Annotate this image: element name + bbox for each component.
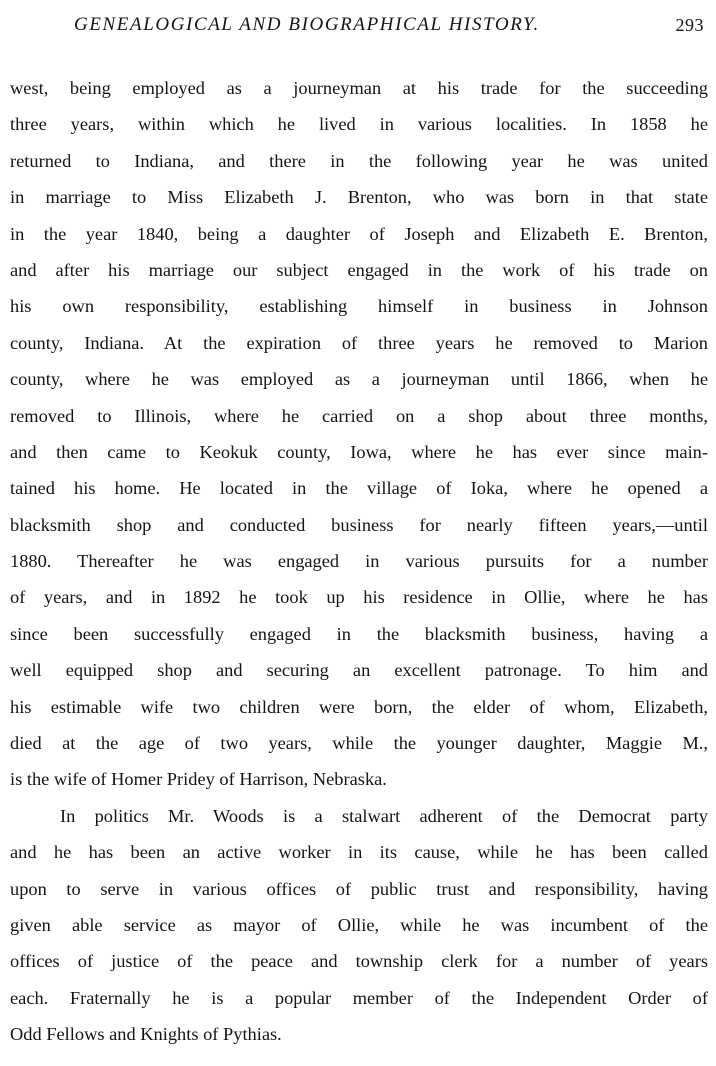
text-line: In politics Mr. Woods is a stalwart adherent of the Democrat party bbox=[60, 805, 708, 826]
text-line: removed to Illinois, where he carried on a shop about three months, bbox=[10, 405, 708, 426]
text-line: county, where he was employed as a journeyman until 1866, when he bbox=[10, 369, 708, 390]
text-line: in the year 1840, being a daughter of Joseph and Elizabeth E. Brenton, bbox=[10, 223, 708, 244]
paragraph-2 bbox=[10, 798, 708, 1053]
text-line: Odd Fellows and Knights of Pythias. bbox=[10, 1024, 282, 1045]
text-line: his own responsibility, establishing himself in business in Johnson bbox=[10, 296, 708, 317]
text-line: well equipped shop and securing an excellent patronage. To him and bbox=[10, 660, 708, 681]
text-line: and after his marriage our subject engaged in the work of his trade on bbox=[10, 259, 708, 280]
text-line: of years, and in 1892 he took up his residence in Ollie, where he has bbox=[10, 587, 708, 608]
paragraph-1 bbox=[10, 70, 708, 798]
text-line: county, Indiana. At the expiration of three years he removed to Marion bbox=[10, 332, 708, 353]
text-line: and then came to Keokuk county, Iowa, where he has ever since main- bbox=[10, 441, 708, 462]
text-line: tained his home. He located in the village of Ioka, where he opened a bbox=[10, 478, 708, 499]
text-line: three years, within which he lived in various localities. In 1858 he bbox=[10, 114, 708, 135]
text-line: since been successfully engaged in the blacksmith business, having a bbox=[10, 623, 708, 644]
text-line: is the wife of Homer Pridey of Harrison, Nebraska. bbox=[10, 769, 387, 790]
text-line: west, being employed as a journeyman at his trade for the succeeding bbox=[10, 78, 708, 98]
text-line: and he has been an active worker in its cause, while he has been called bbox=[10, 842, 708, 863]
text-line: given able service as mayor of Ollie, while he was incumbent of the bbox=[10, 914, 708, 935]
running-head-title: GENEALOGICAL AND BIOGRAPHICAL HISTORY. bbox=[74, 14, 540, 35]
text-line: upon to serve in various offices of public trust and responsibility, having bbox=[10, 878, 708, 899]
text-line: died at the age of two years, while the younger daughter, Maggie M., bbox=[10, 733, 708, 754]
text-line: offices of justice of the peace and township clerk for a number of years bbox=[10, 951, 708, 972]
body-text bbox=[10, 70, 708, 1053]
text-line: his estimable wife two children were born, the elder of whom, Elizabeth, bbox=[10, 696, 708, 717]
text-line: returned to Indiana, and there in the following year he was united bbox=[10, 150, 708, 171]
page-number: 293 bbox=[675, 15, 704, 35]
text-line: 1880. Thereafter he was engaged in various pursuits for a number bbox=[10, 551, 708, 572]
text-line: in marriage to Miss Elizabeth J. Brenton, who was born in that state bbox=[10, 187, 708, 208]
text-line: each. Fraternally he is a popular member of the Independent Order of bbox=[10, 987, 708, 1008]
text-line: blacksmith shop and conducted business for nearly fifteen years,—until bbox=[10, 514, 708, 535]
